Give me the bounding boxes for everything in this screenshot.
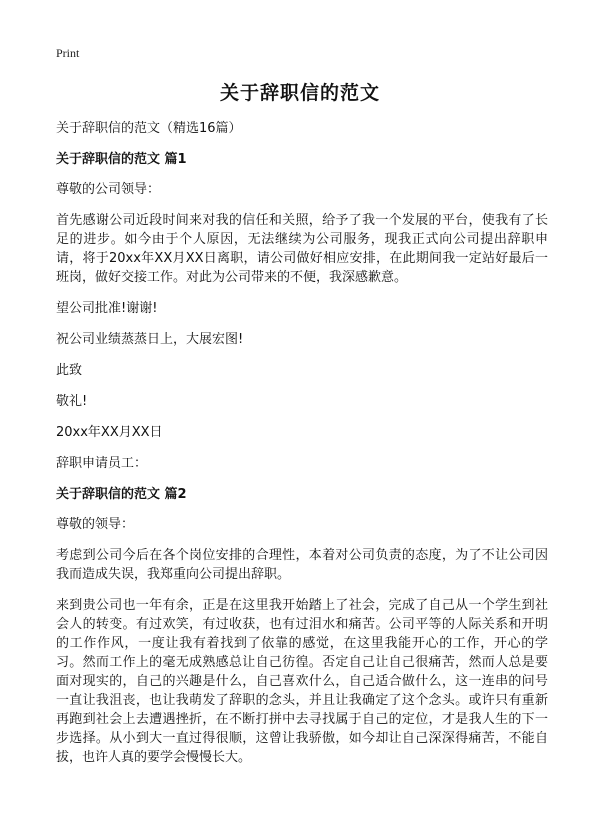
letter-body-1: 首先感谢公司近段时间来对我的信任和关照，给予了我一个发展的平台，使我有了长足的进步。如今由于个人原因，无法继续为公司服务，现我正式向公司提出辞职申请，将于20xx年XX月XX日离职，请公司做好相应安排，在此期间我一定站好最后一班岗，做好交接工作。对此为公司带来的不便，我深感歉意。 [56, 213, 548, 285]
letter-body-2a: 考虑到公司今后在各个岗位安排的合理性，本着对公司负责的态度，为了不让公司因我而造成失误，我郑重向公司提出辞职。 [56, 548, 548, 582]
closing-line-2: 敬礼! [56, 394, 88, 409]
closing-line-1: 此致 [56, 363, 83, 378]
document-subtitle: 关于辞职信的范文（精选16篇） [56, 121, 242, 136]
greeting-1: 尊敬的公司领导： [56, 182, 161, 197]
letter-body-2b: 来到贵公司也一年有余，正是在这里我开始踏上了社会，完成了自己从一个学生到社会人的转变。有过欢笑，有过收获，也有过泪水和痛苦。公司平等的人际关系和开明的工作作风，一度让我有着找到了依靠的感觉，在这里我能开心的工作，开心的学习。然而工作上的毫无成熟感总让自己彷徨。否定自己让自己很痛苦，然而人总是要面对现实的，自己的兴趣是什么，自己喜欢什么，自己适合做什么，这一连串的问号一直让我沮丧，也让我萌发了辞职的念头，并且让我确定了这个念头。或许只有重新再跑到社会上去遭遇挫折，在不断打拼中去寻找属于自己的定位，才是我人生的下一步选择。从小到大一直过得很顺，这曾让我骄傲，如今却让自己深深得痛苦，不能自拔，也许人真的要学会慢慢长大。 [56, 598, 548, 765]
document-content [56, 119, 548, 779]
greeting-2: 尊敬的领导： [56, 517, 135, 532]
signature-line: 辞职申请员工： [56, 456, 148, 471]
page-title: 关于辞职信的范文 [219, 82, 380, 104]
date-line: 20xx年XX月XX日 [56, 425, 163, 440]
request-line: 望公司批准!谢谢! [56, 301, 158, 316]
wish-line: 祝公司业绩蒸蒸日上，大展宏图! [56, 332, 244, 347]
section-heading-1: 关于辞职信的范文 篇1 [56, 152, 187, 167]
section-heading-2: 关于辞职信的范文 篇2 [56, 487, 187, 502]
print-link[interactable]: Print [56, 46, 80, 60]
